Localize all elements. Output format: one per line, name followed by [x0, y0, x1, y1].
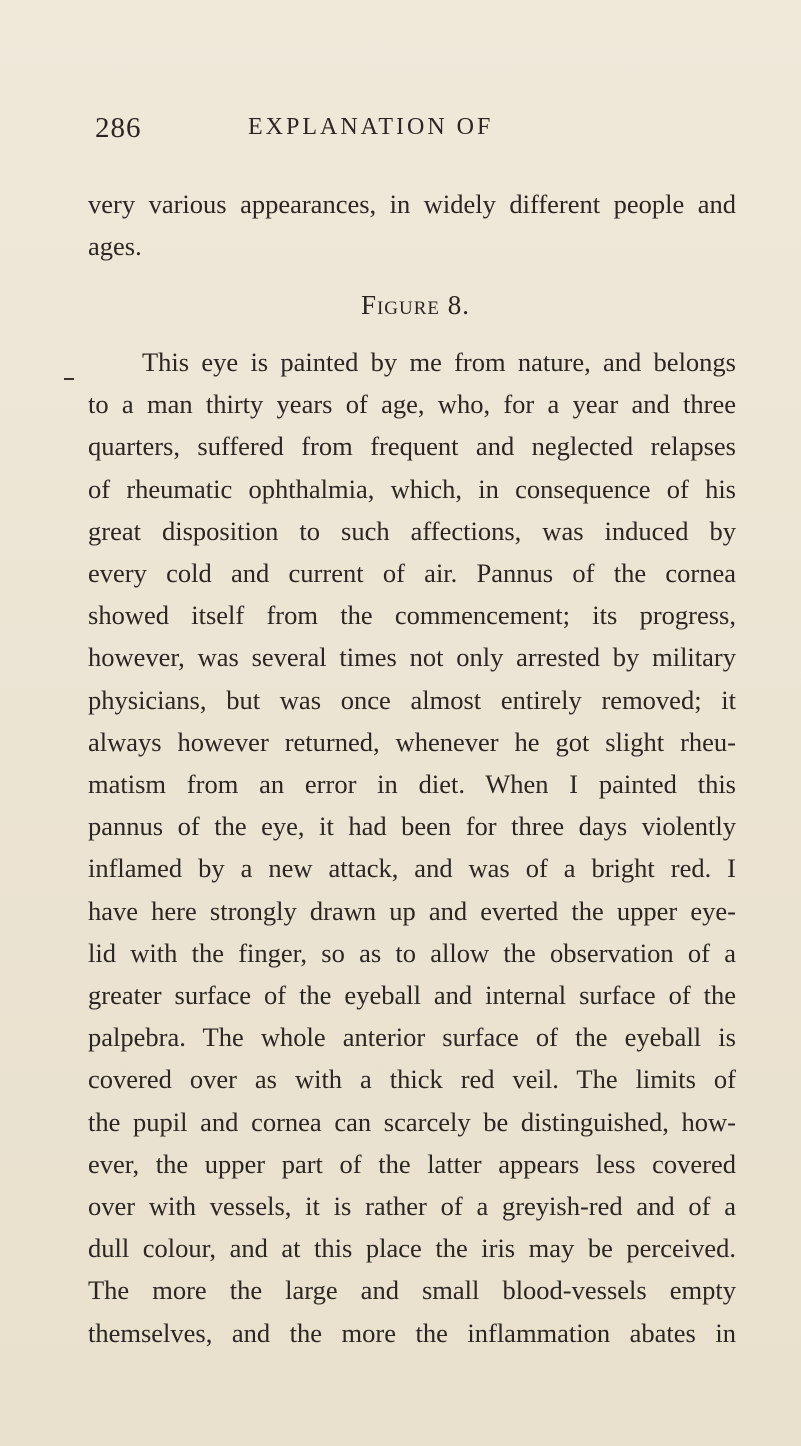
text-line: quarters, suffered from frequent and neglected relapses [88, 431, 736, 462]
text-line: inflamed by a new attack, and was of a bright red. I [88, 853, 736, 884]
text-line: palpebra. The whole anterior surface of the eyeball is [88, 1022, 736, 1053]
margin-mark [64, 378, 74, 380]
text-line: to a man thirty years of age, who, for a year and three [88, 389, 736, 420]
text-line: This eye is painted by me from nature, and belongs [142, 347, 736, 377]
text-line: every cold and current of air. Pannus of the cornea [88, 558, 736, 589]
text-line: the pupil and cornea can scarcely be distinguished, how- [88, 1106, 736, 1137]
figure-heading: Figure 8. [360, 290, 471, 320]
text-line: of rheumatic ophthalmia, which, in consequence of his [88, 473, 736, 504]
text-line: over with vessels, it is rather of a greyish-red and of a [88, 1191, 736, 1222]
text-line: have here strongly drawn up and everted the upper eye- [88, 895, 736, 926]
text-line: dull colour, and at this place the iris may be perceived. [88, 1233, 736, 1264]
page-number: 286 [95, 112, 142, 144]
intro-paragraph [88, 183, 736, 267]
text-line: ages. [88, 231, 142, 262]
text-line: physicians, but was once almost entirely removed; it [88, 684, 736, 715]
text-line: great disposition to such affections, was induced by [88, 515, 736, 546]
text-line: greater surface of the eyeball and internal surface of the [88, 980, 736, 1011]
body-paragraph [88, 341, 736, 1354]
running-title: EXPLANATION OF [248, 114, 494, 140]
text-line: showed itself from the commencement; its progress, [88, 600, 736, 631]
text-line: matism from an error in diet. When I painted this [88, 769, 736, 800]
text-line: pannus of the eye, it had been for three days violently [88, 811, 736, 842]
text-line: however, was several times not only arrested by military [88, 642, 736, 673]
text-line: The more the large and small blood-vessels empty [88, 1275, 736, 1306]
page-header [0, 112, 801, 162]
text-line: very various appearances, in widely different people and [88, 189, 736, 219]
text-line: ever, the upper part of the latter appears less covered [88, 1148, 736, 1179]
text-line: always however returned, whenever he got slight rheu- [88, 726, 736, 757]
text-line: covered over as with a thick red veil. The limits of [88, 1064, 736, 1095]
text-line: themselves, and the more the inflammation abates in [88, 1317, 736, 1348]
text-line: lid with the finger, so as to allow the observation of a [88, 937, 736, 968]
